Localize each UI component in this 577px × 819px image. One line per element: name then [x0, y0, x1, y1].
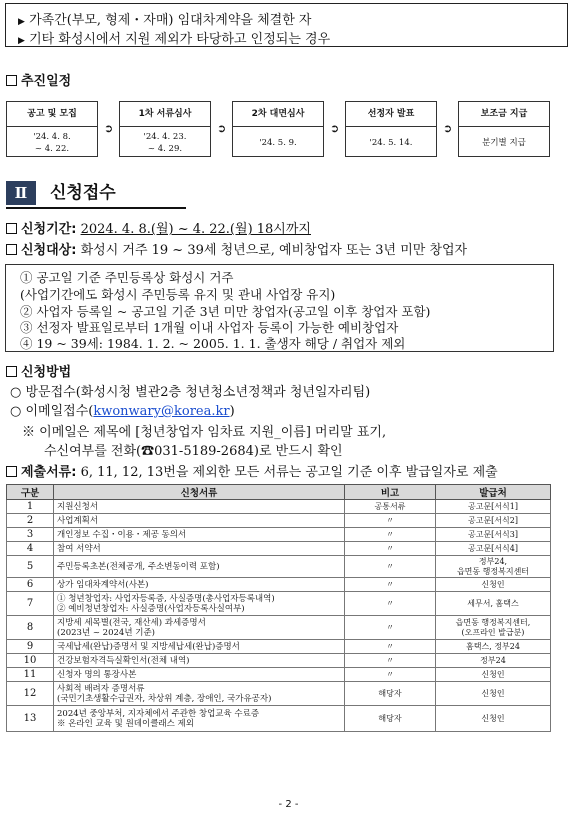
document-name: 2024년 중앙부처, 지자체에서 주관한 창업교육 수료증 ※ 온라인 교육 및 원데이클래스 제외	[54, 706, 345, 732]
issuer: 읍면동 행정복지센터, (오프라인 발급분)	[436, 616, 551, 640]
email-method: ○ 이메일접수(kwonwary@korea.kr)	[10, 404, 235, 419]
row-number: 10	[7, 654, 54, 668]
docs-text: 6, 11, 12, 13번을 제외한 모든 서류는 공고일 기준 이후 발급일자로 제출	[80, 465, 498, 480]
issuer: 신청인	[436, 668, 551, 682]
row-number: 8	[7, 616, 54, 640]
eligibility-item: (사업기간에도 화성시 주민등록 유지 및 관내 사업장 유지)	[20, 287, 336, 302]
step-date: '24. 4. 8. ~ 4. 22.	[33, 131, 71, 154]
step-date: 분기별 지급	[482, 137, 526, 148]
table-row	[7, 654, 551, 668]
table-row	[7, 616, 551, 640]
square-bullet-icon	[6, 366, 17, 377]
document-name: 사회적 배려자 증명서류 (국민기초생활수급권자, 차상위 계층, 장애인, 국가유공자)	[54, 682, 345, 706]
document-name: 지방세 세목별(전국, 재산세) 과세증명서 (2023년 ~ 2024년 기준)	[54, 616, 345, 640]
arrow-icon: ➲	[443, 122, 453, 135]
table-row	[7, 500, 551, 514]
exclusion-text: 가족간(부모, 형제・자매) 임대차계약을 체결한 자	[29, 13, 312, 28]
column-header: 비고	[345, 485, 436, 500]
square-bullet-icon	[6, 244, 17, 255]
issuer: 정부24	[436, 654, 551, 668]
table-row	[7, 706, 551, 732]
remark: 〃	[345, 514, 436, 528]
page-number: - 2 -	[278, 799, 299, 810]
issuer: 정부24, 읍면동 행정복지센터	[436, 556, 551, 578]
row-number: 4	[7, 542, 54, 556]
triangle-bullet-icon: ▶	[18, 36, 25, 46]
arrow-icon: ➲	[217, 122, 227, 135]
period-value: 2024. 4. 8.(월) ~ 4. 22.(월) 18시까지	[80, 222, 311, 237]
application-target	[6, 239, 467, 258]
column-header: 발급처	[436, 485, 551, 500]
column-header: 신청서류	[54, 485, 345, 500]
remark: 〃	[345, 668, 436, 682]
schedule-step	[458, 101, 550, 157]
eligibility-item: ② 사업자 등록일 ~ 공고일 기준 3년 미만 창업자(공고일 이후 창업자 포함)	[20, 304, 431, 319]
remark: 해당자	[345, 706, 436, 732]
issuer: 공고문[서식1]	[436, 500, 551, 514]
remark: 〃	[345, 616, 436, 640]
document-name: 신청자 명의 통장사본	[54, 668, 345, 682]
table-header-row	[7, 485, 551, 500]
document-name: 개인정보 수집・이용・제공 동의서	[54, 528, 345, 542]
table-row	[7, 528, 551, 542]
docs-label: 제출서류:	[21, 465, 77, 480]
table-row	[7, 556, 551, 578]
schedule-step	[232, 101, 324, 157]
issuer: 신청인	[436, 706, 551, 732]
issuer: 홈택스, 정부24	[436, 640, 551, 654]
section-underline	[6, 207, 186, 209]
row-number: 12	[7, 682, 54, 706]
eligibility-box	[5, 264, 554, 352]
square-bullet-icon	[6, 223, 17, 234]
period-label: 신청기간:	[21, 222, 77, 237]
step-title: 선정자 발표	[346, 102, 436, 127]
document-name: 사업계획서	[54, 514, 345, 528]
email-note: 수신여부를 전화(☎031-5189-2684)로 반드시 확인	[44, 444, 343, 459]
exclusion-item	[18, 28, 330, 47]
row-number: 5	[7, 556, 54, 578]
step-title: 2차 대면심사	[233, 102, 323, 127]
remark: 〃	[345, 592, 436, 616]
table-row	[7, 514, 551, 528]
issuer: 공고문[서식4]	[436, 542, 551, 556]
table-row	[7, 578, 551, 592]
exclusion-text: 기타 화성시에서 지원 제외가 타당하고 인정되는 경우	[29, 32, 331, 47]
remark: 해당자	[345, 682, 436, 706]
remark: 〃	[345, 556, 436, 578]
row-number: 1	[7, 500, 54, 514]
table-row	[7, 592, 551, 616]
table-row	[7, 640, 551, 654]
step-date: '24. 4. 23. ~ 4. 29.	[143, 131, 187, 154]
schedule-step	[345, 101, 437, 157]
arrow-icon: ➲	[330, 122, 340, 135]
target-label: 신청대상:	[21, 243, 77, 258]
table-row	[7, 542, 551, 556]
application-period	[6, 218, 311, 237]
target-value: 화성시 거주 19 ~ 39세 청년으로, 예비창업자 또는 3년 미만 창업자	[80, 243, 468, 258]
table-row	[7, 682, 551, 706]
row-number: 13	[7, 706, 54, 732]
square-bullet-icon	[6, 75, 17, 86]
schedule-step	[6, 101, 98, 157]
eligibility-item: ③ 선정자 발표일로부터 1개월 이내 사업자 등록이 가능한 예비창업자	[20, 320, 399, 335]
step-title: 공고 및 모집	[7, 102, 97, 127]
step-date: '24. 5. 14.	[369, 137, 413, 148]
remark: 〃	[345, 528, 436, 542]
issuer: 신청인	[436, 682, 551, 706]
square-bullet-icon	[6, 466, 17, 477]
submission-docs	[6, 461, 498, 480]
eligibility-item: ① 공고일 기준 주민등록상 화성시 거주	[20, 270, 234, 285]
step-title: 보조금 지급	[459, 102, 549, 127]
email-link[interactable]: kwonwary@korea.kr	[93, 404, 230, 419]
documents-table	[6, 484, 551, 732]
row-number: 6	[7, 578, 54, 592]
email-note: ※ 이메일은 제목에 [청년창업자 임차료 지원_이름] 머리말 표기,	[22, 425, 387, 440]
triangle-bullet-icon: ▶	[18, 17, 25, 27]
row-number: 3	[7, 528, 54, 542]
remark: 〃	[345, 578, 436, 592]
row-number: 11	[7, 668, 54, 682]
document-name: 상가 임대차계약서(사본)	[54, 578, 345, 592]
section-number: Ⅱ	[6, 181, 36, 205]
row-number: 9	[7, 640, 54, 654]
step-date: '24. 5. 9.	[259, 137, 297, 148]
issuer: 세무서, 홈택스	[436, 592, 551, 616]
method-heading: 신청방법	[6, 361, 71, 380]
column-header: 구분	[7, 485, 54, 500]
document-name: 국세납세(완납)증명서 및 지방세납세(완납)증명서	[54, 640, 345, 654]
step-title: 1차 서류심사	[120, 102, 210, 127]
exclusion-item	[18, 9, 311, 28]
document-name: 주민등록초본(전체공개, 주소변동이력 포함)	[54, 556, 345, 578]
row-number: 7	[7, 592, 54, 616]
document-name: ① 청년창업자: 사업자등록증, 사실증명(총사업자등록내역) ② 예비청년창업자: 사실증명(사업자등록사실여부)	[54, 592, 345, 616]
table-row	[7, 668, 551, 682]
schedule-heading: 추진일정	[6, 70, 71, 89]
schedule-step	[119, 101, 211, 157]
row-number: 2	[7, 514, 54, 528]
document-name: 지원신청서	[54, 500, 345, 514]
issuer: 공고문[서식2]	[436, 514, 551, 528]
issuer: 신청인	[436, 578, 551, 592]
exclusion-box	[5, 3, 568, 47]
arrow-icon: ➲	[104, 122, 114, 135]
remark: 〃	[345, 542, 436, 556]
remark: 〃	[345, 640, 436, 654]
remark: 공통서류	[345, 500, 436, 514]
document-name: 참여 서약서	[54, 542, 345, 556]
visit-method: ○ 방문접수(화성시청 별관2층 청년청소년정책과 청년일자리팀)	[10, 385, 371, 400]
remark: 〃	[345, 654, 436, 668]
eligibility-item: ④ 19 ~ 39세: 1984. 1. 2. ~ 2005. 1. 1. 출생자 해당 / 취업자 제외	[20, 336, 406, 351]
document-name: 건강보험자격득실확인서(전체 내역)	[54, 654, 345, 668]
section-title: 신청접수	[50, 183, 116, 203]
issuer: 공고문[서식3]	[436, 528, 551, 542]
